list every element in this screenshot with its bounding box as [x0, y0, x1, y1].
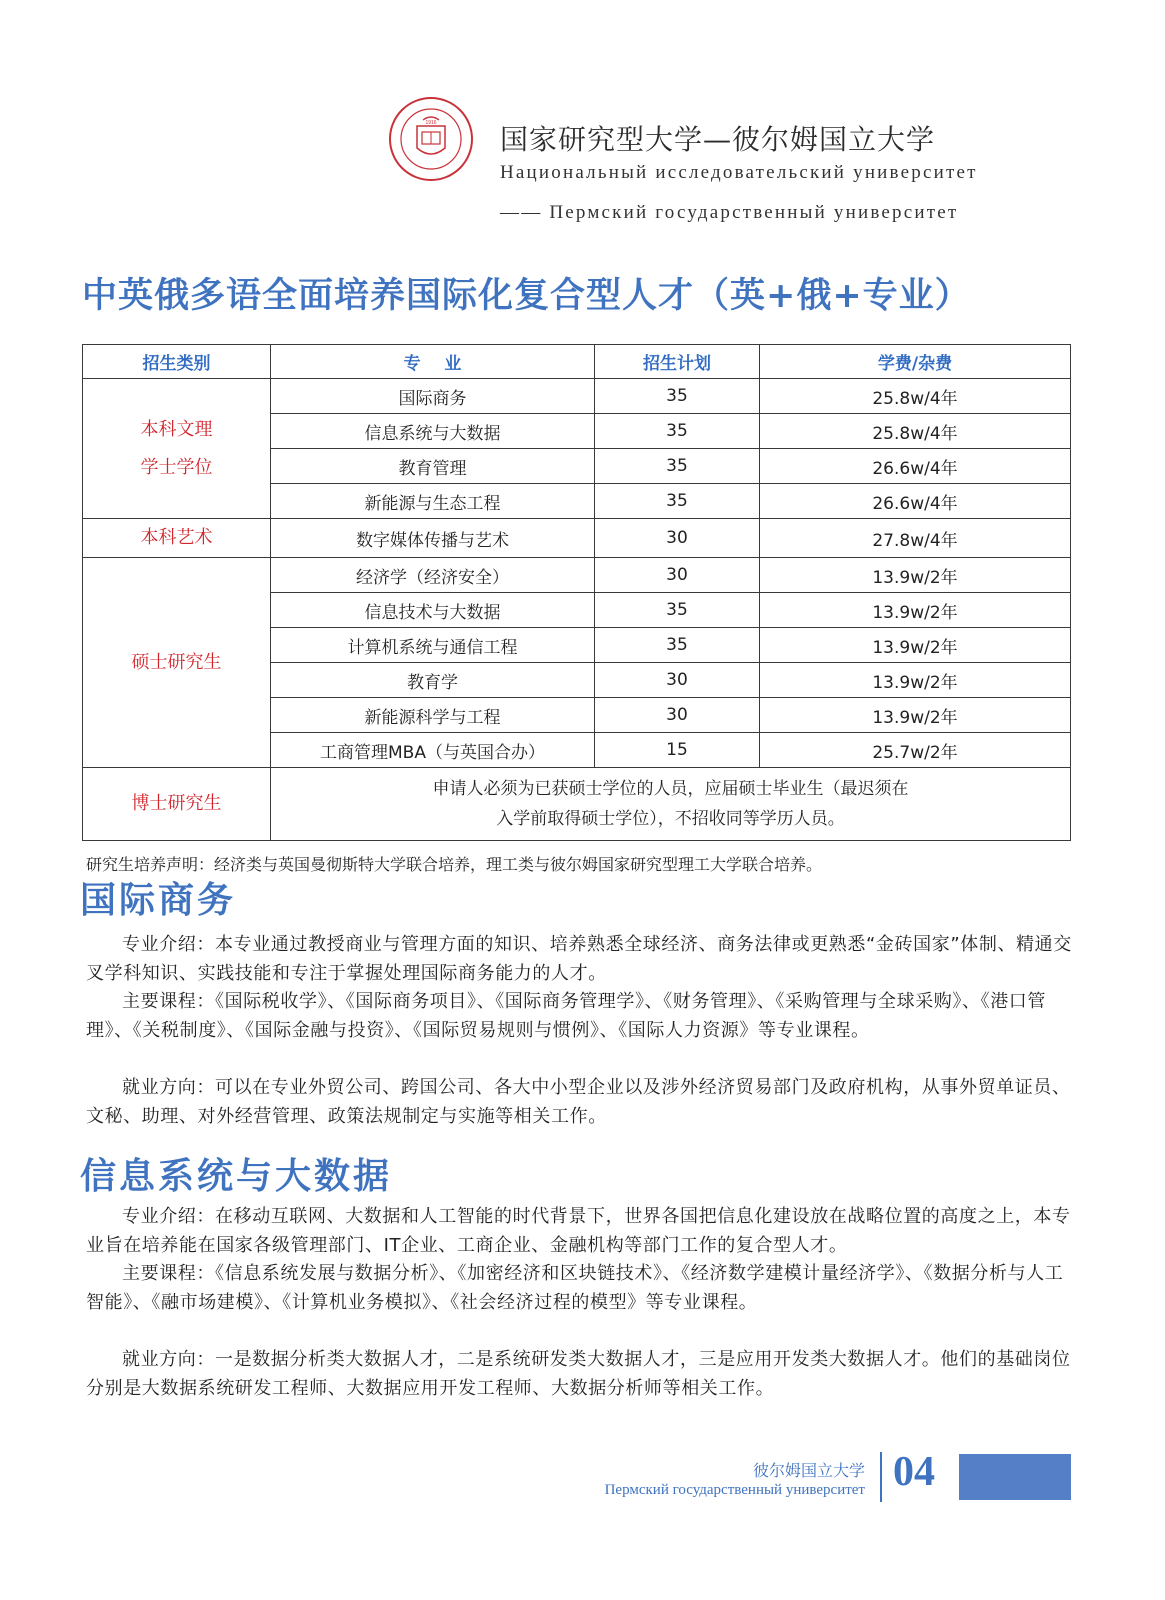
plan-cell: 35: [595, 379, 760, 414]
header-plan: 招生计划: [595, 345, 760, 379]
header-major: 专 业: [271, 345, 595, 379]
fee-cell: 27.8w/4年: [760, 519, 1071, 558]
table-row: [83, 519, 1071, 558]
major-cell: 信息技术与大数据: [271, 593, 595, 628]
fee-cell: 26.6w/4年: [760, 449, 1071, 484]
plan-cell: 35: [595, 414, 760, 449]
header-fee: 学费/杂费: [760, 345, 1071, 379]
plan-cell: 15: [595, 733, 760, 768]
major-cell: 工商管理MBA（与英国合办）: [271, 733, 595, 768]
phd-note-cell: [271, 768, 1071, 841]
section-paragraph: 专业介绍：在移动互联网、大数据和人工智能的时代背景下，世界各国把信息化建设放在战略位置的高度之上，本专业旨在培养能在国家各级管理部门、IT企业、工商企业、金融机构等部门工作的复合型人才。: [86, 1206, 1071, 1256]
page-number: 04: [893, 1449, 935, 1495]
section-title-international-business: 国际商务: [80, 880, 237, 921]
table-row: [83, 558, 1071, 593]
section-paragraph: 主要课程：《信息系统发展与数据分析》、《加密经济和区块链技术》、《经济数学建模计量经济学》、《数据分析与人工智能》、《融市场建模》、《计算机业务模拟》、《社会经济过程的模型》等专业课程。: [86, 1263, 1064, 1313]
fee-cell: 25.8w/4年: [760, 414, 1071, 449]
category-line: 本科文理: [140, 418, 213, 440]
major-cell: 国际商务: [271, 379, 595, 414]
footer-university-ru: Пермский государственный университет: [604, 1482, 865, 1498]
category-cell: 博士研究生: [83, 768, 271, 841]
plan-cell: 35: [595, 484, 760, 519]
page-header: [388, 96, 1088, 236]
major-cell: 教育管理: [271, 449, 595, 484]
fee-cell: 13.9w/2年: [760, 663, 1071, 698]
plan-cell: 30: [595, 698, 760, 733]
table-row-phd: [83, 768, 1071, 841]
fee-cell: 13.9w/2年: [760, 698, 1071, 733]
section-paragraph: 专业介绍：本专业通过教授商业与管理方面的知识、培养熟悉全球经济、商务法律或更熟悉“金砖国家”体制、精通交叉学科知识、实践技能和专注于掌握处理国际商务能力的人才。: [86, 934, 1072, 984]
plan-cell: 30: [595, 558, 760, 593]
graduate-training-note: 研究生培养声明：经济类与英国曼彻斯特大学联合培养，理工类与彼尔姆国家研究型理工大学联合培养。: [86, 855, 823, 874]
main-heading: 中英俄多语全面培养国际化复合型人才（英+俄+专业）: [82, 276, 971, 316]
table-row: [83, 379, 1071, 414]
major-cell: 数字媒体传播与艺术: [271, 519, 595, 558]
category-line: 学士学位: [140, 456, 213, 478]
university-title-cn: 国家研究型大学—彼尔姆国立大学: [500, 123, 936, 156]
plan-cell: 30: [595, 519, 760, 558]
major-cell: 新能源与生态工程: [271, 484, 595, 519]
fee-cell: 13.9w/2年: [760, 628, 1071, 663]
category-cell: 本科艺术: [83, 519, 271, 558]
major-cell: 信息系统与大数据: [271, 414, 595, 449]
section-paragraph: 就业方向：一是数据分析类大数据人才，二是系统研发类大数据人才，三是应用开发类大数据人才。他们的基础岗位分别是大数据系统研发工程师、大数据应用开发工程师、大数据分析师等相关工作。: [86, 1349, 1071, 1399]
category-cell: 硕士研究生: [83, 558, 271, 768]
phd-note-line1: 申请人必须为已获硕士学位的人员，应届硕士毕业生（最迟须在: [432, 779, 909, 799]
footer-divider: [880, 1452, 882, 1502]
program-table: [82, 344, 1071, 841]
section-paragraph: 主要课程：《国际税收学》、《国际商务项目》、《国际商务管理学》、《财务管理》、《采购管理与全球采购》、《港口管理》、《关税制度》、《国际金融与投资》、《国际贸易规则与惯例》、《国际人力资源》等专业课程。: [86, 991, 1046, 1041]
university-seal-icon: [388, 96, 474, 182]
university-title-ru-line2: —— Пермский государственный университет: [500, 202, 959, 223]
major-cell: 教育学: [271, 663, 595, 698]
footer-color-block: [959, 1454, 1071, 1500]
major-cell: 计算机系统与通信工程: [271, 628, 595, 663]
fee-cell: 25.8w/4年: [760, 379, 1071, 414]
section-paragraph: 就业方向：可以在专业外贸公司、跨国公司、各大中小型企业以及涉外经济贸易部门及政府机构，从事外贸单证员、文秘、助理、对外经营管理、政策法规制定与实施等相关工作。: [86, 1077, 1071, 1127]
plan-cell: 35: [595, 593, 760, 628]
section-title-information-systems: 信息系统与大数据: [80, 1156, 393, 1197]
major-cell: 经济学（经济安全）: [271, 558, 595, 593]
footer-university-cn: 彼尔姆国立大学: [752, 1461, 865, 1480]
fee-cell: 26.6w/4年: [760, 484, 1071, 519]
fee-cell: 13.9w/2年: [760, 593, 1071, 628]
table-header-row: [83, 345, 1071, 379]
plan-cell: 35: [595, 449, 760, 484]
seal-year: 1916: [425, 120, 437, 126]
university-title-ru-line1: Национальный исследовательский университет: [500, 162, 978, 183]
plan-cell: 30: [595, 663, 760, 698]
header-category: 招生类别: [83, 345, 271, 379]
fee-cell: 13.9w/2年: [760, 558, 1071, 593]
major-cell: 新能源科学与工程: [271, 698, 595, 733]
plan-cell: 35: [595, 628, 760, 663]
category-cell: [83, 379, 271, 519]
phd-note-line2: 入学前取得硕士学位），不招收同等学历人员。: [496, 809, 845, 829]
fee-cell: 25.7w/2年: [760, 733, 1071, 768]
